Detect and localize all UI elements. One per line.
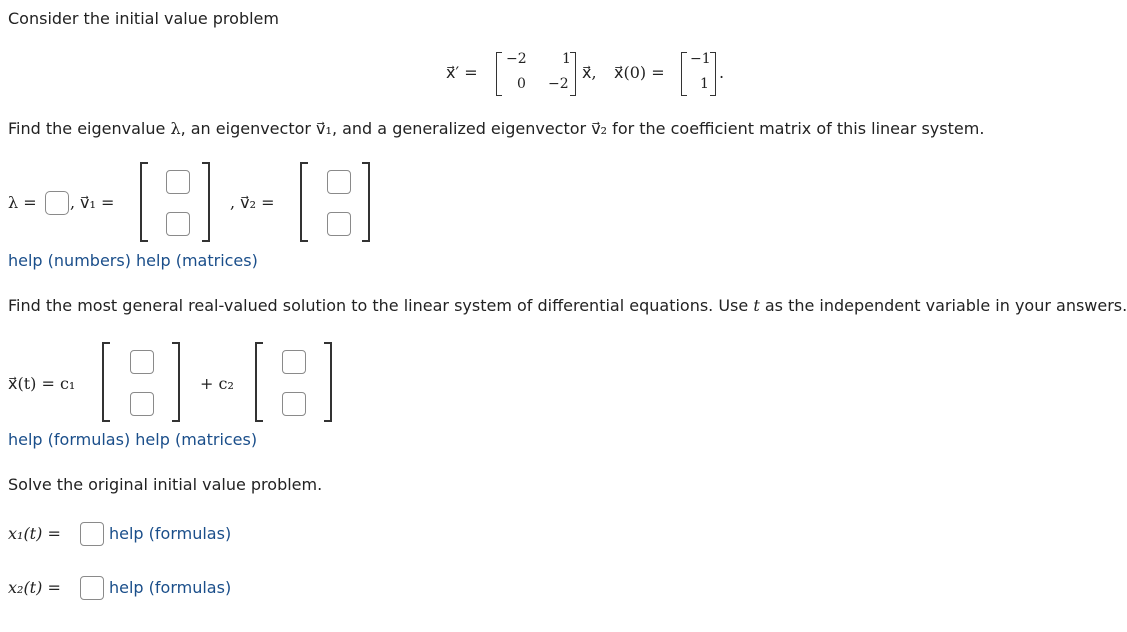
c1-vector-left-bracket: [102, 342, 110, 422]
c2-vector-left-bracket: [255, 342, 263, 422]
c2-vector-input-bottom[interactable]: [282, 392, 306, 416]
c1-vector-right-bracket: [172, 342, 180, 422]
system-matrix-a11: −2: [506, 51, 527, 67]
initial-condition-lhs: x⃗(0) =: [614, 63, 665, 82]
c1-vector-input-bottom[interactable]: [130, 392, 154, 416]
eigen-q-text-after: for the coefficient matrix of this linear system.: [607, 119, 985, 138]
system-matrix-right-bracket: [570, 52, 576, 96]
x1-input[interactable]: [80, 522, 104, 546]
v1-left-bracket: [140, 162, 148, 242]
system-lhs: x⃗′ =: [446, 63, 478, 82]
c1-vector-input-top[interactable]: [130, 350, 154, 374]
help-numbers-link[interactable]: help (numbers): [8, 251, 131, 270]
x-vector-label: x⃗(t) = c₁: [8, 374, 76, 393]
ivp-question-text: Solve the original initial value problem.: [8, 475, 323, 494]
lambda-label: λ =: [8, 193, 37, 212]
ic-vector-left-bracket: [681, 52, 687, 96]
v1-input-bottom[interactable]: [166, 212, 190, 236]
v2-left-bracket: [300, 162, 308, 242]
help-matrices-link-2[interactable]: help (matrices): [135, 430, 258, 449]
eigen-question-text: [8, 119, 984, 138]
intro-text: Consider the initial value problem: [8, 9, 279, 28]
v2-label: , v⃗₂ =: [230, 193, 275, 212]
ic-vector-right-bracket: [710, 52, 716, 96]
ic-vector-x2: 1: [700, 76, 709, 92]
general-solution-question: [8, 296, 1127, 315]
gs-text-a: Find the most general real-valued solution to the linear system of differential equations. Use: [8, 296, 754, 315]
lambda-input[interactable]: [45, 191, 69, 215]
plus-c2-label: + c₂: [200, 374, 234, 393]
help-links-row-1: [8, 251, 258, 270]
help-matrices-link[interactable]: help (matrices): [136, 251, 258, 270]
ic-vector-x1: −1: [690, 51, 711, 67]
v1-label: v⃗₁ =: [80, 193, 115, 212]
x2-input[interactable]: [80, 576, 104, 600]
system-period: .: [719, 63, 725, 82]
gs-text-b: as the independent variable in your answers.: [759, 296, 1127, 315]
system-after-matrix: x⃗,: [582, 63, 597, 82]
v2-input-bottom[interactable]: [327, 212, 351, 236]
x1-label: x₁(t) =: [8, 524, 61, 543]
v1-right-bracket: [202, 162, 210, 242]
help-formulas-link[interactable]: help (formulas): [8, 430, 131, 449]
eigen-q-v2: v⃗₂: [591, 119, 608, 138]
x1-help-formulas-link[interactable]: help (formulas): [109, 524, 232, 543]
lambda-comma: ,: [70, 193, 76, 212]
v2-input-top[interactable]: [327, 170, 351, 194]
x2-label: x₂(t) =: [8, 578, 61, 597]
c2-vector-input-top[interactable]: [282, 350, 306, 374]
eigen-q-text-mid1: , an eigenvector: [180, 119, 317, 138]
eigen-q-v1: v⃗₁: [316, 119, 332, 138]
eigen-q-text-mid2: , and a generalized eigenvector: [331, 119, 592, 138]
eigen-q-text-before: Find the eigenvalue: [8, 119, 171, 138]
v1-input-top[interactable]: [166, 170, 190, 194]
gs-t-variable: t: [753, 296, 760, 315]
system-matrix-a21: 0: [517, 76, 526, 92]
v2-right-bracket: [362, 162, 370, 242]
c2-vector-right-bracket: [324, 342, 332, 422]
system-matrix-a12: 1: [562, 51, 571, 67]
system-matrix-left-bracket: [496, 52, 502, 96]
help-links-row-2: [8, 430, 257, 449]
system-matrix-a22: −2: [548, 76, 569, 92]
x2-help-formulas-link[interactable]: help (formulas): [109, 578, 232, 597]
eigen-q-lambda: λ: [170, 119, 181, 138]
